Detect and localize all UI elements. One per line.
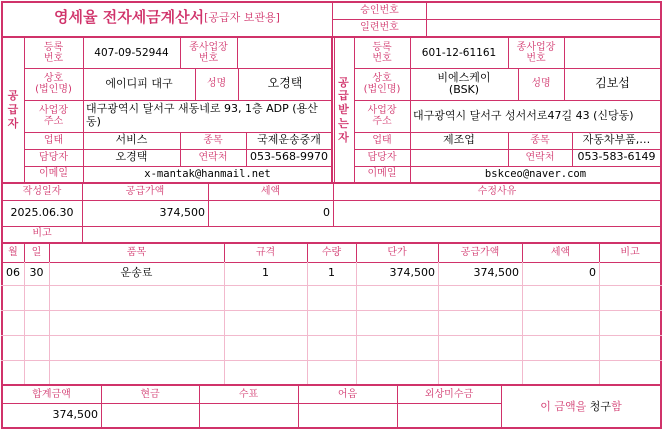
divider — [599, 262, 600, 384]
claim-word: 청구 — [589, 399, 612, 413]
receiver-company-label: 상호 (법인명) — [363, 72, 401, 95]
divider — [208, 183, 209, 226]
receiver-contact: 053-583-6149 — [577, 150, 656, 164]
supplier-email: x-mantak@hanmail.net — [144, 167, 271, 180]
receiver-manager-label: 담당자 — [367, 151, 397, 163]
divider — [354, 166, 661, 167]
divider — [564, 68, 565, 100]
divider — [1, 182, 662, 184]
supplier-business-type: 서비스 — [115, 133, 148, 147]
supplier-manager-label: 담당자 — [39, 151, 68, 163]
divider — [438, 262, 439, 384]
receiver-reg-number: 601-12-61161 — [421, 46, 497, 59]
supplier-contact-label: 연락처 — [198, 151, 228, 163]
remarks-label: 비고 — [32, 228, 52, 240]
divider — [195, 68, 196, 100]
divider — [180, 37, 181, 68]
copy-type-label: [공급자 보관용] — [204, 10, 280, 24]
divider — [1, 226, 662, 227]
receiver-email: bskceo@naver.com — [484, 167, 587, 180]
receiver-manager — [410, 149, 508, 166]
divider — [356, 262, 357, 384]
divider — [1, 403, 501, 404]
claim-suffix: 함 — [611, 399, 622, 413]
receiver-business-type: 제조업 — [443, 133, 475, 147]
supplier-company-label: 상호 (법인명) — [35, 72, 72, 95]
supplier-side-label: 공 급 자 — [7, 89, 19, 130]
supply-amount: 374,500 — [159, 205, 205, 219]
divider — [334, 37, 335, 183]
receiver-ceo-label: 성명 — [531, 78, 551, 90]
serial-number-value — [426, 19, 661, 36]
item-note — [599, 262, 661, 284]
divider — [599, 243, 600, 262]
receiver-item-label: 종목 — [530, 134, 550, 146]
receiver-sub-label: 종사업장 번호 — [516, 41, 556, 64]
item-month: 06 — [6, 265, 20, 279]
receiver-contact-label: 연락처 — [525, 151, 555, 163]
col-qty-header: 수량 — [321, 247, 342, 259]
divider — [438, 243, 439, 262]
approval-number-label: 승인번호 — [360, 4, 399, 16]
bill-amount — [298, 403, 397, 428]
supply-amount-header: 공급가액 — [125, 186, 165, 198]
divider — [397, 385, 398, 428]
supplier-reg-number: 407-09-52944 — [94, 46, 169, 59]
divider — [298, 385, 299, 428]
claim-prefix: 이 금액을 — [540, 399, 587, 413]
divider — [24, 68, 333, 69]
supplier-sub-number — [237, 38, 332, 68]
item-spec: 1 — [262, 265, 269, 279]
divider — [224, 243, 225, 262]
supplier-item-label: 종목 — [203, 134, 223, 146]
divider — [82, 183, 83, 243]
divider — [356, 243, 357, 262]
supplier-sub-label: 종사업장 번호 — [189, 41, 228, 64]
supplier-company-name: 에이디피 대구 — [105, 76, 173, 90]
supplier-type-label: 업태 — [43, 134, 64, 146]
supplier-reg-label: 등록 번호 — [43, 41, 64, 64]
item-qty: 1 — [328, 265, 335, 279]
item-unit-price: 374,500 — [389, 265, 435, 279]
divider — [238, 68, 239, 100]
divider — [1, 200, 662, 201]
divider — [24, 100, 333, 101]
divider — [307, 262, 308, 384]
check-header: 수표 — [238, 388, 259, 400]
supplier-ceo-label: 성명 — [206, 78, 227, 90]
divider — [331, 37, 333, 183]
supplier-business-item: 국제운송중개 — [257, 133, 321, 147]
col-unit-price-header: 단가 — [387, 247, 407, 259]
supplier-email-label: 이메일 — [39, 168, 68, 180]
approval-number-value — [426, 2, 661, 19]
total-amount-header: 합계금액 — [32, 388, 71, 400]
divider — [1, 360, 662, 361]
remarks-value — [82, 226, 661, 242]
serial-number-label: 일련번호 — [360, 21, 399, 33]
title-text: 영세율 전자세금계산서 — [54, 8, 205, 27]
divider — [522, 243, 523, 262]
receiver-ceo-name: 김보섭 — [595, 76, 630, 91]
divider — [307, 243, 308, 262]
divider — [101, 385, 102, 428]
col-spec-header: 규격 — [255, 247, 276, 259]
divider — [83, 37, 84, 183]
receiver-address-label: 사업장 주소 — [367, 104, 397, 127]
divider — [199, 385, 200, 428]
col-day-header: 일 — [31, 247, 42, 259]
col-supply-header: 공급가액 — [460, 247, 500, 259]
divider — [410, 37, 411, 183]
divider — [501, 385, 502, 428]
receiver-email-label: 이메일 — [367, 168, 397, 180]
divider — [354, 68, 661, 69]
divider — [1, 335, 662, 336]
receiver-reg-label: 등록 번호 — [372, 41, 392, 64]
border-right — [660, 1, 662, 429]
divider — [1, 310, 662, 311]
divider — [49, 262, 50, 384]
col-tax-header: 세액 — [550, 247, 571, 259]
item-day: 30 — [29, 265, 44, 279]
divider — [24, 243, 25, 262]
divider — [24, 149, 333, 150]
item-supply: 374,500 — [473, 265, 519, 279]
issue-date-header: 작성일자 — [22, 186, 62, 198]
revision-reason — [333, 200, 661, 226]
divider — [354, 149, 661, 150]
supplier-contact: 053-568-9970 — [250, 150, 328, 164]
invoice-title — [2, 2, 332, 34]
divider — [508, 37, 509, 68]
credit-amount — [397, 403, 501, 428]
issue-date: 2025.06.30 — [10, 205, 74, 219]
divider — [332, 19, 661, 20]
supplier-address: 대구광역시 달서구 새동네로 93, 1층 ADP (용산동) — [86, 102, 318, 128]
receiver-business-item: 자동차부품,… — [582, 133, 651, 147]
divider — [522, 262, 523, 384]
divider — [24, 37, 25, 183]
divider — [1, 242, 662, 244]
divider — [518, 68, 519, 100]
divider — [333, 183, 334, 226]
check-amount — [199, 403, 298, 428]
revision-reason-header: 수정사유 — [477, 186, 517, 198]
divider — [1, 285, 662, 286]
supplier-address-label: 사업장 주소 — [39, 104, 68, 127]
divider — [24, 166, 333, 167]
credit-header: 외상미수금 — [424, 388, 474, 400]
claim-statement — [501, 386, 661, 428]
divider — [1, 262, 662, 263]
divider — [354, 100, 661, 101]
total-amount: 374,500 — [52, 408, 98, 422]
receiver-sub-number — [564, 38, 661, 68]
receiver-type-label: 업태 — [372, 134, 392, 146]
bill-header: 어음 — [337, 388, 358, 400]
supplier-ceo-name: 오경택 — [267, 76, 303, 91]
border-left — [1, 1, 3, 429]
receiver-side-label: 공 급 받 는 자 — [338, 75, 349, 144]
divider — [49, 243, 50, 262]
item-tax: 0 — [589, 265, 596, 279]
cash-amount — [101, 403, 199, 428]
col-month-header: 월 — [8, 247, 18, 259]
item-name: 운송료 — [120, 265, 153, 279]
col-note-header: 비고 — [620, 247, 640, 259]
col-item-header: 품목 — [126, 247, 147, 259]
divider — [354, 37, 355, 183]
tax-amount-header: 세액 — [260, 186, 281, 198]
divider — [564, 37, 565, 68]
receiver-company-name: 비에스케이 (BSK) — [437, 70, 491, 96]
divider — [354, 132, 661, 133]
divider — [224, 262, 225, 384]
divider — [24, 132, 333, 133]
tax-amount: 0 — [323, 205, 330, 219]
cash-header: 현금 — [140, 388, 160, 400]
divider — [24, 262, 25, 384]
receiver-address: 대구광역시 달서구 성서서로47길 43 (신당동) — [413, 108, 634, 122]
supplier-manager: 오경택 — [115, 150, 148, 164]
divider — [237, 37, 238, 68]
